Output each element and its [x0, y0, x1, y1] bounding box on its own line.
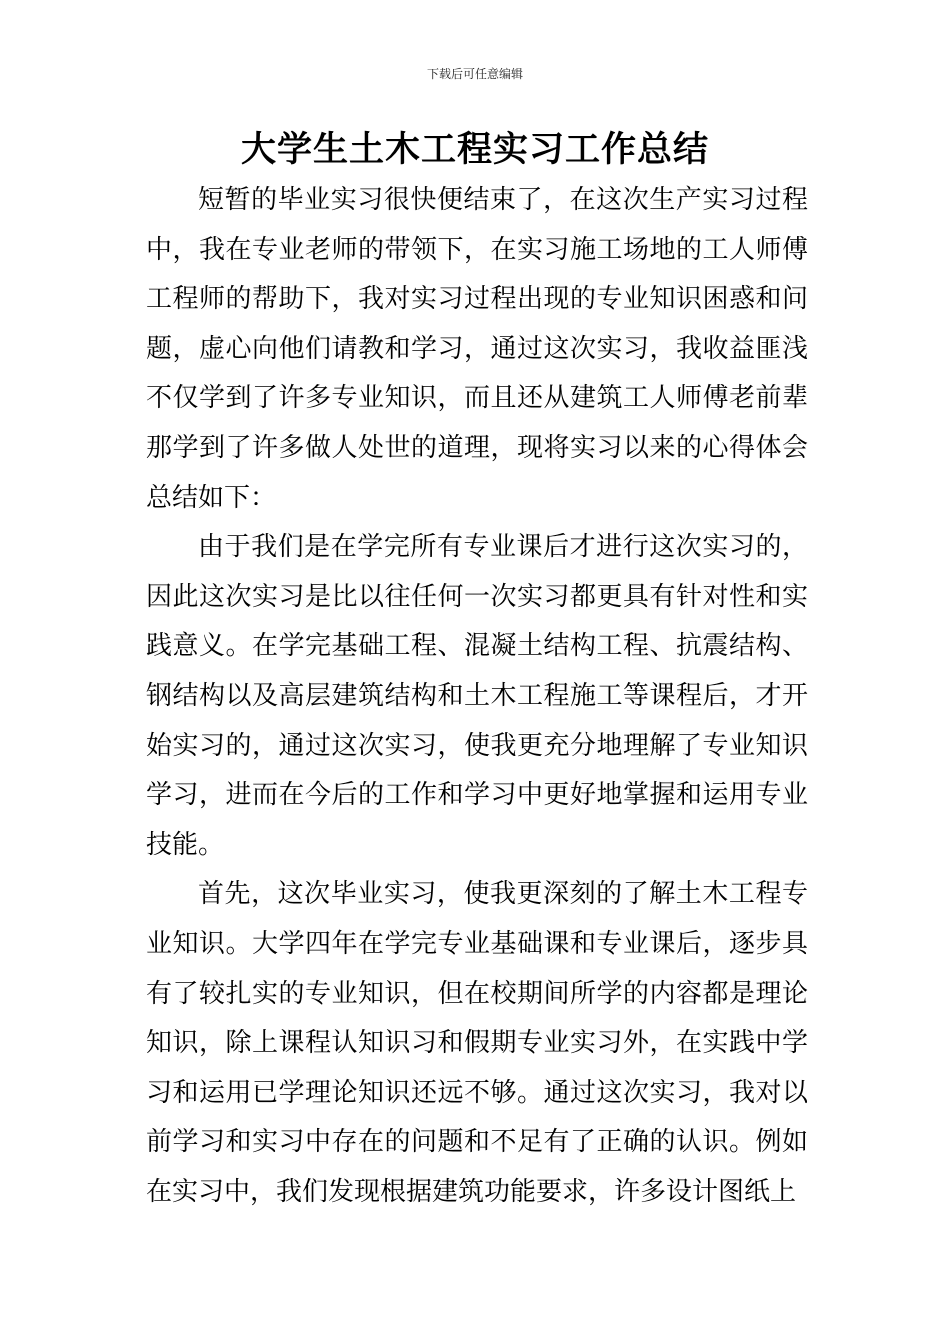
document-body — [146, 176, 808, 1217]
header-note: 下载后可任意编辑 — [426, 67, 523, 81]
document-title: 大学生土木工程实习工作总结 — [240, 130, 709, 170]
paragraph-background: 由于我们是在学完所有专业课后才进行这次实习的，因此这次实习是比以往任何一次实习都更具有针对性和实践意义。在学完基础工程、混凝土结构工程、抗震结构、钢结构以及高层建筑结构和土木工程施工等课程后，才开始实习的，通过这次实习，使我更充分地理解了专业知识学习，进而在今后的工作和学习中更好地掌握和运用专业技能。 — [146, 532, 808, 860]
paragraph-first-point: 首先，这次毕业实习，使我更深刻的了解土木工程专业知识。大学四年在学完专业基础课和专业课后，逐步具有了较扎实的专业知识，但在校期间所学的内容都是理论知识，除上课程认知识习和假期专业实习外，在实践中学习和运用已学理论知识还远不够。通过这次实习，我对以前学习和实习中存在的问题和不足有了正确的认识。例如在实习中，我们发现根据建筑功能要求，许多设计图纸上 — [146, 879, 808, 1207]
paragraph-intro: 短暂的毕业实习很快便结束了，在这次生产实习过程中，我在专业老师的带领下，在实习施工场地的工人师傅工程师的帮助下，我对实习过程出现的专业知识困惑和问题，虚心向他们请教和学习，通过这次实习，我收益匪浅不仅学到了许多专业知识，而且还从建筑工人师傅老前辈那学到了许多做人处世的道理，现将实习以来的心得体会总结如下： — [146, 185, 808, 513]
